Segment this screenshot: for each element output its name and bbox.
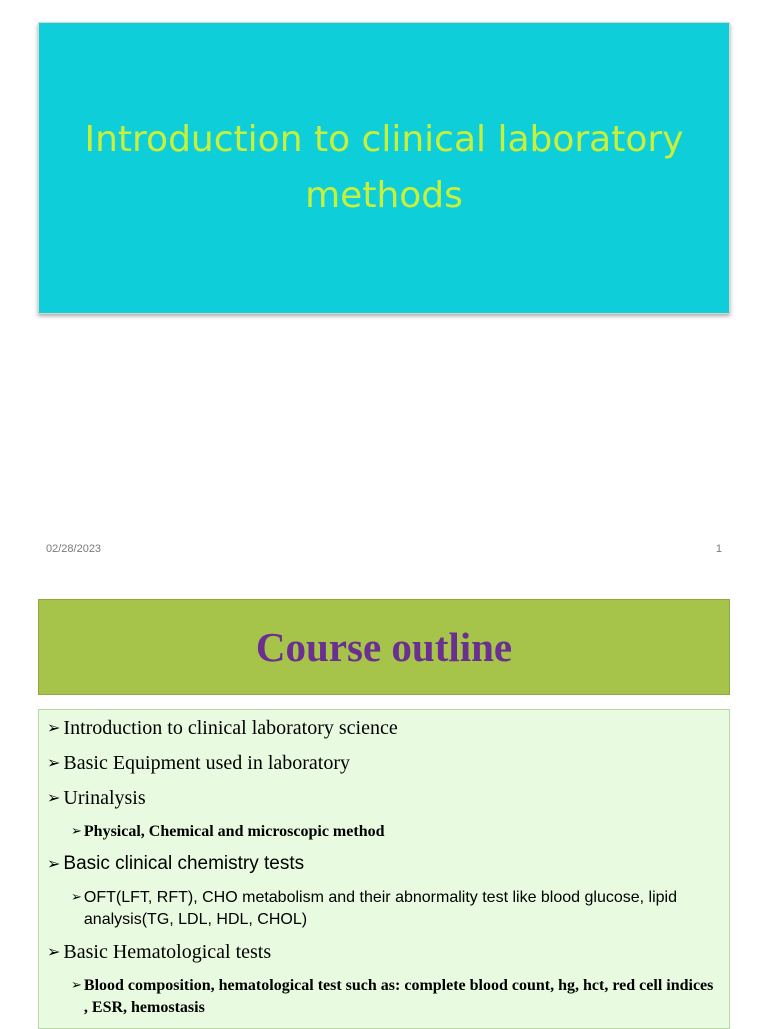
list-item [47,940,721,964]
arrow-bullet-icon: ➢ [71,890,82,905]
list-item [47,786,721,810]
list-item-text: Introduction to clinical laboratory science [63,717,398,739]
arrow-bullet-icon: ➢ [47,718,61,737]
list-item-text: OFT(LFT, RFT), CHO metabolism and their abnormality test like blood glucose, lipid analysis(TG, LDL, HDL, CHOL) [83,889,677,928]
course-outline-header [38,599,730,695]
sub-list-item [71,821,721,843]
list-item-text: Basic clinical chemistry tests [63,853,305,874]
list-item-text: Basic Equipment used in laboratory [63,752,351,774]
arrow-bullet-icon: ➢ [47,753,61,772]
sub-list-item [71,887,721,931]
list-item [47,852,721,876]
arrow-bullet-icon: ➢ [47,942,61,961]
list-item [47,751,721,775]
arrow-bullet-icon: ➢ [71,824,82,839]
slide-date: 02/28/2023 [46,543,102,555]
list-item-text: Physical, Chemical and microscopic method [83,823,385,840]
arrow-bullet-icon: ➢ [47,788,61,807]
slide-page-number: 1 [715,543,722,555]
arrow-bullet-icon: ➢ [71,978,82,993]
list-item-text: Basic Hematological tests [63,941,272,963]
list-item [47,716,721,740]
sub-list-item [71,975,721,1019]
list-item-text: Blood composition, hematological test such as: complete blood count, hg, hct, red cell indices , ESR, hemostasis [83,977,714,1016]
arrow-bullet-icon: ➢ [47,854,61,873]
title-slide-banner [38,22,730,314]
list-item-text: Urinalysis [63,787,146,809]
course-outline-title: Course outline [255,624,513,670]
slide-title: Introduction to clinical laboratory methods [84,119,684,216]
course-outline-list [38,709,730,1029]
